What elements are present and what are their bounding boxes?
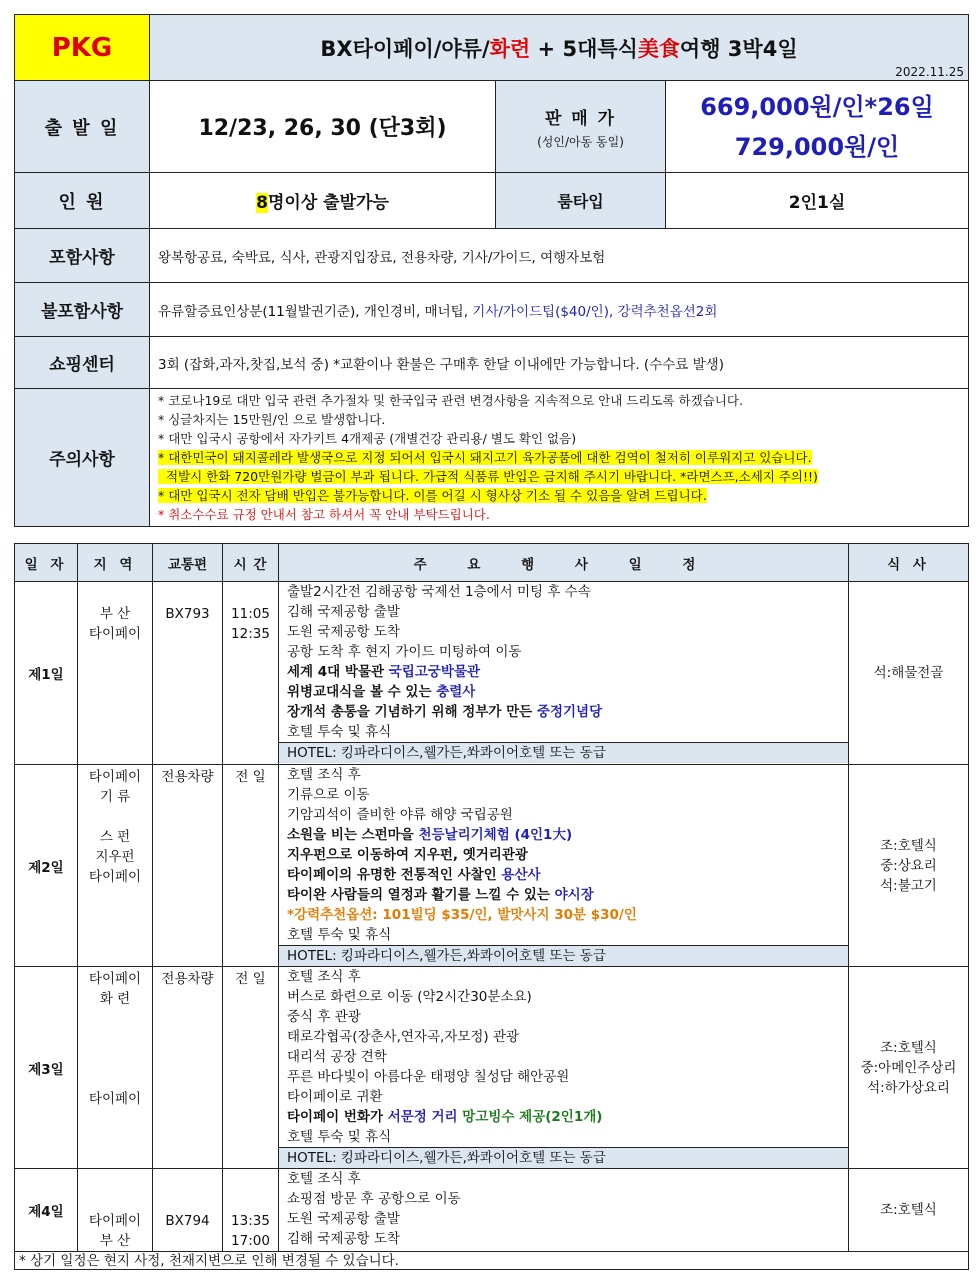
title-part1: BX타이페이/야류/ xyxy=(320,36,490,61)
title-red: 화련 xyxy=(489,36,531,61)
note-item: * 싱글차지는 15만원/인 으로 발생합니다. xyxy=(158,412,386,427)
region-cell xyxy=(78,1169,153,1252)
people-value xyxy=(150,173,496,229)
activity-line: 호텔 투숙 및 휴식 xyxy=(287,1129,392,1145)
hotel-line: HOTEL: 킹파라디이스,웰가든,쏴콰이어호텔 또는 동급 xyxy=(279,1147,848,1168)
depart-value: 12/23, 26, 30 (단3회) xyxy=(150,81,496,173)
region-cell xyxy=(78,967,153,1169)
flight-number: BX793 xyxy=(165,606,210,622)
flight-number: BX794 xyxy=(165,1213,210,1229)
activity-line: 타이완 사람들의 열정과 활기를 느낄 수 있는 야시장 xyxy=(287,887,594,903)
day-row xyxy=(15,765,969,967)
day-row xyxy=(15,1169,969,1252)
time-value: 17:00 xyxy=(231,1233,270,1249)
activity-line: 대리석 공장 견학 xyxy=(287,1049,387,1065)
meal-item: 중:아메인주상리 xyxy=(860,1059,957,1076)
region-name: 타이페이 xyxy=(88,971,142,987)
day-row xyxy=(15,967,969,1169)
activity-line: 도원 국제공항 도착 xyxy=(287,624,400,640)
price-value-cell xyxy=(666,81,969,173)
activity-line: 태로각협곡(장춘사,연자곡,자모정) 관광 xyxy=(287,1029,520,1045)
activities-cell xyxy=(279,1169,849,1252)
activity-line: 김해 국제공항 도착 xyxy=(287,1231,400,1247)
activity-line: 타이페이 번화가 서문정 거리 망고빙수 제공(2인1개) xyxy=(287,1109,603,1125)
shop-value: 3회 (잡화,과자,찻집,보석 중) *교환이나 환불은 구매후 한달 이내에만 가능합니다. (수수료 발생) xyxy=(150,337,969,389)
meal-item: 석:하가상요리 xyxy=(867,1079,950,1096)
meal-item: 석:불고기 xyxy=(880,877,937,894)
day-label: 제1일 xyxy=(15,582,78,765)
activity-line: 호텔 조식 후 xyxy=(287,1171,361,1187)
meal-item: 석:해물전골 xyxy=(873,665,944,681)
day-row xyxy=(15,582,969,765)
transport-cell: 전용차량 xyxy=(153,967,223,1169)
meal-item: 조:호텔식 xyxy=(880,1039,937,1056)
price-label-cell xyxy=(496,81,666,173)
people-text: 명이상 출발가능 xyxy=(267,193,389,213)
day-label: 제4일 xyxy=(15,1169,78,1252)
activity-line: 공항 도착 후 현지 가이드 미팅하여 이동 xyxy=(287,644,522,660)
title-red2: 美食 xyxy=(637,36,680,61)
activity-line: 출발2시간전 김해공항 국제선 1층에서 미팅 후 수속 xyxy=(287,584,591,600)
shop-label: 쇼핑센터 xyxy=(15,337,150,389)
people-label: 인 원 xyxy=(15,173,150,229)
people-min: 8 xyxy=(256,193,268,213)
meal-cell xyxy=(849,1169,969,1252)
region-name: 타이페이 xyxy=(88,1213,142,1229)
notes-label: 주의사항 xyxy=(15,389,150,527)
exclude-text: 유류할증료인상분(11월발권기준), 개인경비, 매너팁, xyxy=(158,303,473,320)
activity-line: 버스로 화련으로 이동 (약2시간30분소요) xyxy=(287,989,532,1005)
transport-cell: 전용차량 xyxy=(153,765,223,967)
meal-item: 조:호텔식 xyxy=(880,837,937,854)
time-cell xyxy=(223,1169,279,1252)
room-label: 룸타입 xyxy=(496,173,666,229)
time-value: 12:35 xyxy=(231,626,270,642)
activity-line: 김해 국제공항 출발 xyxy=(287,604,400,620)
notes-list xyxy=(150,389,969,527)
activity-line: 호텔 조식 후 xyxy=(287,767,361,783)
activity-line: 지우펀으로 이동하여 지우펀, 옛거리관광 xyxy=(287,847,528,863)
region-name: 타이페이 xyxy=(88,869,142,885)
day-label: 제3일 xyxy=(15,967,78,1169)
note-item: * 대만 입국시 공항에서 자가키트 4개제공 (개별건강 관리용/ 별도 확인 없음) xyxy=(158,431,577,446)
col-header-day: 일 자 xyxy=(15,544,78,582)
transport-cell xyxy=(153,1169,223,1252)
activity-line: 세계 4대 박물관 국립고궁박물관 xyxy=(287,664,481,680)
exclude-option: 강력추천옵션2회 xyxy=(613,303,718,320)
time-cell: 전 일 xyxy=(223,765,279,967)
activity-line: 위병교대식을 볼 수 있는 충렬사 xyxy=(287,684,476,700)
depart-label: 출 발 일 xyxy=(15,81,150,173)
activities-cell xyxy=(279,582,849,765)
activity-line: 도원 국제공항 출발 xyxy=(287,1211,400,1227)
region-name: 기 류 xyxy=(99,789,131,805)
price-1: 669,000원/인*26일 xyxy=(700,92,934,121)
col-header-meals: 식 사 xyxy=(849,544,969,582)
exclude-label: 불포함사항 xyxy=(15,283,150,337)
note-item: * 취소수수료 규정 안내서 참고 하셔서 꼭 안내 부탁드립니다. xyxy=(158,507,490,522)
page-title xyxy=(150,15,969,81)
col-header-time: 시 간 xyxy=(223,544,279,582)
activity-line: 쇼핑점 방문 후 공항으로 이동 xyxy=(287,1191,461,1207)
activity-line: 타이페이의 유명한 전통적인 사찰인 용산사 xyxy=(287,867,541,883)
package-info-table xyxy=(14,14,969,527)
activity-line: 호텔 조식 후 xyxy=(287,969,361,985)
note-item: * 코로나19로 대만 입국 관련 추가절차 및 한국입국 관련 변경사항을 지속적으로 안내 드리도록 하겠습니다. xyxy=(158,393,743,408)
price-2: 729,000원/인 xyxy=(734,132,900,161)
activity-line: 중식 후 관광 xyxy=(287,1009,361,1025)
title-part3: 여행 3박4일 xyxy=(679,36,798,61)
activity-line: 푸른 바다빛이 아름다운 태평양 칠성담 해안공원 xyxy=(287,1069,570,1085)
activity-line: 호텔 투숙 및 휴식 xyxy=(287,724,392,740)
time-value: 13:35 xyxy=(231,1213,270,1229)
time-cell xyxy=(223,582,279,765)
hotel-line: HOTEL: 킹파라디이스,웰가든,쏴콰이어호텔 또는 동급 xyxy=(279,742,848,763)
schedule-table xyxy=(14,543,969,1270)
title-part2: + 5대특식 xyxy=(530,36,638,61)
activity-line: 기암괴석이 즐비한 야류 해양 국립공원 xyxy=(287,807,513,823)
region-name: 화 련 xyxy=(99,991,131,1007)
meal-item: 중:상요리 xyxy=(880,857,937,874)
transport-cell xyxy=(153,582,223,765)
note-item: * 대한민국이 돼지콜레라 발생국으로 지정 되어서 입국시 돼지고기 육가공품에 대한 검역이 철저히 이루워지고 있습니다. xyxy=(158,450,812,465)
region-name: 타이페이 xyxy=(88,626,142,642)
footnote: * 상기 일정은 현지 사정, 천재지변으로 인해 변경될 수 있습니다. xyxy=(15,1252,969,1270)
activity-line: 타이페이로 귀환 xyxy=(287,1089,383,1105)
activity-line: 소원을 비는 스펀마을 천등날리기체험 (4인1大) xyxy=(287,827,573,843)
issue-date: 2022.11.25 xyxy=(895,65,964,79)
time-cell: 전 일 xyxy=(223,967,279,1169)
time-value: 11:05 xyxy=(231,606,270,622)
note-item: 적발시 한화 720만원가량 벌금이 부과 됩니다. 가급적 식품류 반입은 금지해 주시기 바랍니다. *라면스프,소세지 주의!!) xyxy=(158,469,818,484)
exclude-value xyxy=(150,283,969,337)
activities-cell xyxy=(279,765,849,967)
activity-line: 장개석 총통을 기념하기 위해 정부가 만든 중정기념당 xyxy=(287,704,603,720)
region-name: 스 펀 xyxy=(99,829,131,845)
meal-item: 조:호텔식 xyxy=(880,1202,937,1218)
meal-cell xyxy=(849,967,969,1169)
hotel-line: HOTEL: 킹파라디이스,웰가든,쏴콰이어호텔 또는 동급 xyxy=(279,945,848,966)
include-label: 포함사항 xyxy=(15,229,150,283)
region-name: 타이페이 xyxy=(88,769,142,785)
include-value: 왕복항공료, 숙박료, 식사, 관광지입장료, 전용차량, 기사/가이드, 여행자보험 xyxy=(150,229,969,283)
day-label: 제2일 xyxy=(15,765,78,967)
room-value: 2인1실 xyxy=(666,173,969,229)
region-name: 부 산 xyxy=(99,1233,131,1249)
region-name: 지우펀 xyxy=(95,849,135,865)
activity-line: 기류으로 이동 xyxy=(287,787,370,803)
activities-cell xyxy=(279,967,849,1169)
exclude-tip: 기사/가이드팁($40/인), xyxy=(472,303,614,320)
note-item: * 대만 입국시 전자 담배 반입은 불가능합니다. 이를 어길 시 형사상 기소 될 수 있음을 알려 드립니다. xyxy=(158,488,707,503)
region-name: 타이페이 xyxy=(88,1091,142,1107)
region-name: 부 산 xyxy=(99,606,131,622)
col-header-transport: 교통편 xyxy=(153,544,223,582)
meal-cell xyxy=(849,582,969,765)
activity-line: 호텔 투숙 및 휴식 xyxy=(287,927,392,943)
region-cell xyxy=(78,582,153,765)
option-line: *강력추천옵션: 101빌딩 $35/인, 발맛사지 30분 $30/인 xyxy=(287,907,637,923)
pkg-badge: PKG xyxy=(15,15,150,81)
price-sub: (성인/아동 동일) xyxy=(537,134,624,149)
meal-cell xyxy=(849,765,969,967)
price-label: 판 매 가 xyxy=(544,108,617,129)
col-header-region: 지 역 xyxy=(78,544,153,582)
region-cell xyxy=(78,765,153,967)
col-header-activities: 주 요 행 사 일 정 xyxy=(279,544,849,582)
